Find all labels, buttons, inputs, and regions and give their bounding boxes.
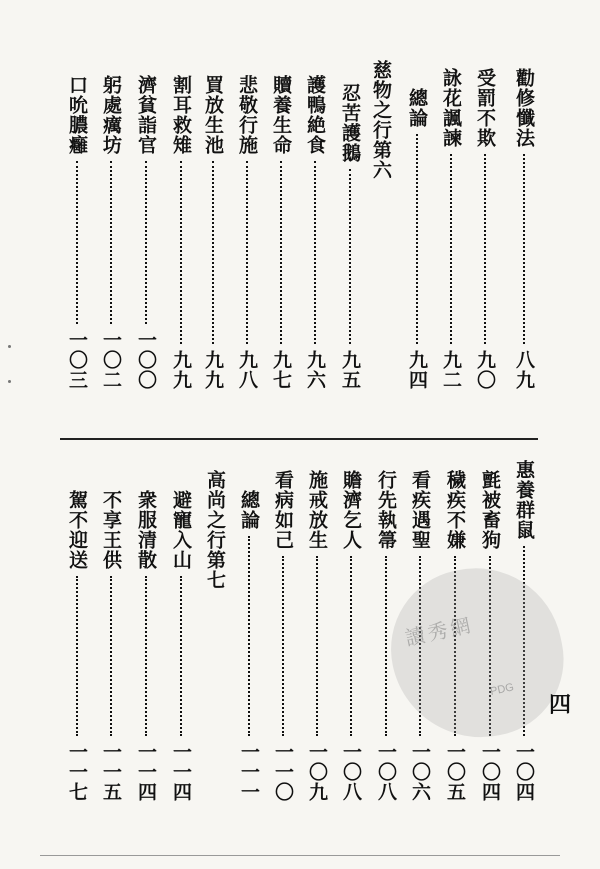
toc-entry <box>234 490 264 802</box>
entry-page: 一〇四 <box>479 742 501 802</box>
entry-page: 一一四 <box>170 742 192 802</box>
toc-entry <box>266 75 296 390</box>
scan-mark <box>8 380 11 383</box>
entry-page: 九八 <box>236 350 258 390</box>
leader-dots <box>349 169 351 344</box>
toc-entry <box>302 470 332 802</box>
leader-dots <box>145 161 147 324</box>
entry-page: 九九 <box>202 350 224 390</box>
entry-page: 一〇四 <box>513 742 535 802</box>
entry-title: 看病如己 <box>272 470 294 550</box>
leader-dots <box>316 556 318 736</box>
entry-title: 濟貧詣官 <box>135 75 157 155</box>
entry-title: 護鴨絶食 <box>304 75 326 155</box>
leader-dots <box>350 556 352 736</box>
toc-entry <box>131 75 161 390</box>
leader-dots <box>76 161 78 324</box>
watermark-sub: PDG <box>489 681 515 698</box>
leader-dots <box>110 161 112 324</box>
toc-entry <box>96 75 126 390</box>
entry-title: 施戒放生 <box>306 470 328 550</box>
entry-page: 一一七 <box>66 742 88 802</box>
leader-dots <box>145 576 147 736</box>
entry-page: 九七 <box>270 350 292 390</box>
entry-title: 贍濟乞人 <box>340 470 362 550</box>
entry-page: 一〇八 <box>375 742 397 802</box>
entry-title: 悲敬行施 <box>236 75 258 155</box>
entry-page: 一一〇 <box>272 742 294 802</box>
toc-entry <box>470 68 500 390</box>
entry-page: 九九 <box>170 350 192 390</box>
leader-dots <box>314 161 316 344</box>
entry-page: 一〇八 <box>340 742 362 802</box>
entry-title: 口吮膿癰 <box>66 75 88 155</box>
leader-dots <box>450 154 452 344</box>
toc-entry <box>509 68 539 390</box>
watermark-text: 讀秀網 <box>402 612 476 651</box>
section-heading: 慈物之行第六 <box>370 60 392 180</box>
toc-entry <box>166 75 196 390</box>
entry-page: 九〇 <box>474 350 496 390</box>
toc-entry <box>300 75 330 390</box>
section-heading: 高尚之行第七 <box>204 470 226 590</box>
entry-title: 總論 <box>238 490 260 530</box>
entry-title: 衆服清散 <box>135 490 157 570</box>
leader-dots <box>246 161 248 344</box>
entry-page: 九四 <box>406 350 428 390</box>
toc-entry <box>336 470 366 802</box>
toc-entry <box>96 490 126 802</box>
scan-mark <box>8 345 11 348</box>
entry-title: 避寵入山 <box>170 490 192 570</box>
leader-dots <box>212 161 214 344</box>
toc-entry <box>436 68 466 390</box>
toc-entry <box>402 88 432 390</box>
entry-page: 九六 <box>304 350 326 390</box>
entry-title: 勸修懺法 <box>513 68 535 148</box>
leader-dots <box>180 576 182 736</box>
entry-page: 一〇二 <box>100 330 122 390</box>
entry-page: 一〇九 <box>306 742 328 802</box>
entry-page: 一一一 <box>238 742 260 802</box>
toc-entry <box>62 490 92 802</box>
leader-dots <box>385 556 387 736</box>
entry-title: 受罰不欺 <box>474 68 496 148</box>
leader-dots <box>110 576 112 736</box>
toc-entry <box>62 75 92 390</box>
scan-edge-line <box>40 855 560 856</box>
leader-dots <box>282 556 284 736</box>
toc-entry <box>131 490 161 802</box>
entry-title: 買放生池 <box>202 75 224 155</box>
entry-page: 一〇六 <box>409 742 431 802</box>
leader-dots <box>248 536 250 736</box>
leader-dots <box>76 576 78 736</box>
entry-title: 看疾遇聖 <box>409 470 431 550</box>
entry-page: 一〇三 <box>66 330 88 390</box>
leader-dots <box>416 134 418 344</box>
entry-title: 不享王供 <box>100 490 122 570</box>
entry-title: 忍苦護鵝 <box>339 83 361 163</box>
toc-entry <box>335 83 365 390</box>
section-divider <box>60 438 538 440</box>
entry-page: 八九 <box>513 350 535 390</box>
entry-title: 穢疾不嫌 <box>444 470 466 550</box>
entry-title: 惠養群鼠 <box>513 460 535 540</box>
toc-entry <box>198 75 228 390</box>
entry-page: 九五 <box>339 350 361 390</box>
entry-title: 贖養生命 <box>270 75 292 155</box>
toc-entry <box>166 490 196 802</box>
entry-title: 氈被畜狗 <box>479 470 501 550</box>
entry-page: 一〇〇 <box>135 330 157 390</box>
entry-page: 一一四 <box>135 742 157 802</box>
entry-page: 一一五 <box>100 742 122 802</box>
entry-title: 駕不迎送 <box>66 490 88 570</box>
toc-entry <box>232 75 262 390</box>
entry-title: 總論 <box>406 88 428 128</box>
toc-entry <box>268 470 298 802</box>
entry-title: 割耳救雉 <box>170 75 192 155</box>
entry-page: 九二 <box>440 350 462 390</box>
entry-title: 行先執箒 <box>375 470 397 550</box>
leader-dots <box>280 161 282 344</box>
entry-title: 躬處癘坊 <box>100 75 122 155</box>
entry-title: 詠花諷諫 <box>440 68 462 148</box>
page-number: 四 <box>549 692 572 718</box>
leader-dots <box>180 161 182 344</box>
leader-dots <box>523 154 525 344</box>
entry-page: 一〇五 <box>444 742 466 802</box>
leader-dots <box>484 154 486 344</box>
